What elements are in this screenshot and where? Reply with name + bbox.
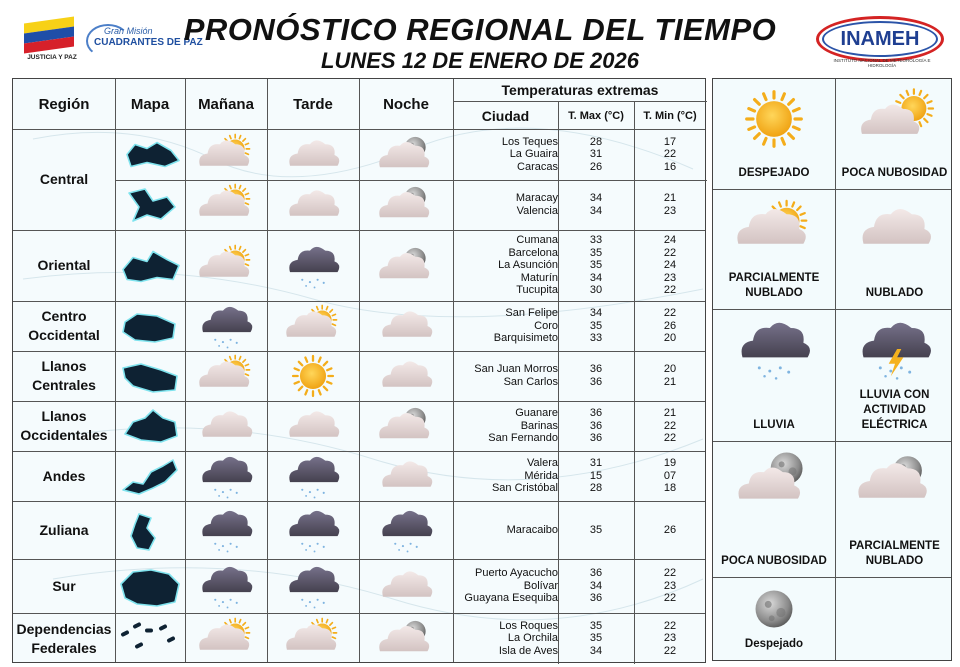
weather-cloudy-icon (282, 132, 344, 183)
city-tmin: 22 (663, 284, 677, 297)
col-night: Noche (383, 96, 429, 113)
logo-mid-line2: CUADRANTES DE PAZ (94, 37, 203, 48)
city-tmax: 34 (589, 307, 603, 320)
logo-mid-line1: Gran Misión (104, 26, 153, 36)
city-tmin: 22 (663, 567, 677, 580)
weather-nightpartly-icon (375, 243, 437, 294)
city-tmax: 34 (589, 579, 603, 592)
weather-rain-icon (282, 453, 344, 504)
city-name: Caracas (517, 160, 558, 173)
city-name: Mérida (524, 469, 558, 482)
col-afternoon: Tarde (293, 96, 333, 113)
city-tmin: 24 (663, 259, 677, 272)
weather-rain-icon (195, 303, 257, 354)
city-tmin: 23 (663, 271, 677, 284)
legend-label: DESPEJADO (738, 167, 810, 179)
city-tmin: 16 (663, 160, 677, 173)
region-map-icon (117, 304, 183, 348)
weather-cloudy-icon (195, 403, 257, 454)
city-tmin: 24 (663, 234, 677, 246)
city-tmax: 34 (589, 205, 603, 217)
city-tmin: 20 (663, 363, 677, 376)
city-name: La Asunción (498, 259, 558, 272)
region-label: Oriental (37, 257, 91, 273)
legend-partly-icon (732, 197, 816, 266)
city-name: Maracaibo (506, 523, 558, 536)
city-name: San Carlos (503, 376, 558, 388)
city-name: San Cristóbal (491, 482, 558, 495)
region-map-icon (117, 616, 183, 661)
city-tmin: 23 (663, 632, 677, 645)
region-label: Llanos Occidentales (20, 408, 108, 443)
legend-item (836, 189, 953, 309)
weather-cloudy-icon (375, 453, 437, 504)
city-name: Bolívar (523, 579, 558, 592)
city-tmax: 36 (589, 419, 603, 432)
weather-partly-icon (195, 353, 257, 404)
legend-panel (712, 78, 952, 661)
city-tmax: 35 (589, 319, 603, 332)
weather-nightpartly-icon (375, 616, 437, 667)
city-tmax: 35 (589, 246, 603, 259)
legend-item (836, 79, 953, 189)
legend-label: NUBLADO (865, 287, 924, 299)
col-morning: Mañana (198, 96, 254, 113)
city-name: Guanare (515, 407, 558, 420)
region-label: Zuliana (39, 521, 89, 538)
city-name: San Fernando (488, 432, 558, 445)
city-name: Los Roques (499, 619, 558, 632)
col-tmin: T. Min (°C) (643, 110, 697, 122)
city-name: Coro (534, 319, 558, 332)
city-tmax: 36 (589, 567, 603, 580)
legend-item (713, 79, 835, 189)
city-name: Maracay (515, 192, 558, 205)
city-tmin: 22 (663, 644, 677, 657)
weather-cloudy-icon (282, 182, 344, 233)
weather-rain-icon (195, 563, 257, 614)
region-map-icon (117, 404, 183, 448)
city-tmax: 35 (589, 619, 603, 632)
city-tmax: 34 (589, 644, 603, 657)
city-tmax: 33 (589, 234, 603, 246)
city-name: Guayana Esequiba (464, 592, 558, 605)
logo-right-sub: INSTITUTO NACIONAL DE METEOROLOGÍA E HIDROLOGÍA (833, 58, 931, 68)
legend-rain-icon (732, 317, 816, 386)
legend-item (836, 441, 953, 577)
logo-left-caption: JUSTICIA Y PAZ (27, 54, 77, 61)
city-tmin: 21 (663, 407, 677, 420)
city-tmin: 22 (663, 432, 677, 445)
city-name: Isla de Aves (498, 644, 558, 657)
city-name: Barquisimeto (493, 332, 558, 345)
legend-item (713, 309, 835, 441)
weather-partly-icon (195, 182, 257, 233)
city-name: Barinas (520, 419, 558, 432)
legend-item (713, 441, 835, 577)
city-tmax: 36 (589, 407, 603, 420)
forecast-table (12, 78, 706, 663)
legend-item (836, 309, 953, 441)
weather-rain-icon (282, 563, 344, 614)
city-name: La Guaira (509, 148, 558, 161)
city-tmin: 21 (663, 376, 677, 388)
page-title: PRONÓSTICO REGIONAL DEL TIEMPO (183, 12, 777, 47)
legend-label: PARCIALMENTE NUBLADO (849, 540, 940, 567)
weather-nightpartly-icon (375, 132, 437, 183)
region-label: Centro Occidental (28, 308, 100, 343)
city-tmax: 33 (589, 332, 603, 345)
page-date: LUNES 12 DE ENERO DE 2026 (321, 48, 639, 73)
city-tmax: 35 (589, 632, 603, 645)
inameh-logo (816, 16, 948, 68)
city-tmax: 26 (589, 160, 603, 173)
weather-partly-icon (195, 132, 257, 183)
city-tmin: 22 (663, 619, 677, 632)
region-label: Llanos Centrales (32, 358, 96, 393)
city-tmax: 36 (589, 376, 603, 388)
city-tmin: 23 (663, 579, 677, 592)
city-tmax: 36 (589, 432, 603, 445)
region-map-icon (117, 454, 183, 498)
legend-label: PARCIALMENTE NUBLADO (728, 272, 820, 299)
city-tmin: 22 (663, 592, 677, 605)
header (0, 0, 960, 78)
legend-storm-icon (853, 317, 937, 386)
weather-rain-icon (195, 453, 257, 504)
city-name: Valera (527, 457, 558, 470)
weather-nightpartly-icon (375, 182, 437, 233)
city-tmin: 20 (663, 332, 677, 345)
region-label: Central (39, 171, 89, 187)
col-map: Mapa (130, 96, 170, 113)
legend-label: POCA NUBOSIDAD (841, 167, 948, 179)
city-tmax: 34 (589, 271, 603, 284)
city-name: Cumana (516, 234, 558, 246)
region-label: Dependencias Federales (16, 620, 112, 656)
region-map-icon (117, 183, 183, 227)
col-temps: Temperaturas extremas (501, 82, 659, 98)
city-tmin: 26 (663, 523, 677, 536)
city-tmax: 35 (589, 259, 603, 272)
legend-cloudy-icon (853, 197, 937, 266)
city-tmax: 31 (589, 457, 603, 470)
legend-sunny-icon (732, 87, 816, 156)
legend-label: POCA NUBOSIDAD (721, 555, 827, 567)
region-label: Sur (52, 577, 76, 594)
weather-partly-icon (195, 243, 257, 294)
weather-partly-icon (195, 616, 257, 667)
weather-partly-icon (282, 303, 344, 354)
legend-moon-icon (741, 583, 807, 640)
weather-partly-icon (282, 616, 344, 667)
region-map-icon (117, 354, 183, 398)
col-tmax: T. Max (°C) (568, 110, 624, 122)
city-name: Los Teques (501, 135, 558, 148)
city-name: Maturín (520, 271, 558, 284)
city-tmin: 17 (663, 135, 677, 148)
city-tmin: 19 (663, 457, 677, 470)
region-label: Andes (42, 467, 86, 484)
weather-cloudy-icon (282, 403, 344, 454)
region-map-icon (117, 132, 183, 177)
weather-nightpartly-icon (375, 403, 437, 454)
city-name: San Juan Morros (474, 363, 558, 376)
region-map-icon (117, 233, 183, 298)
city-tmin: 22 (663, 307, 677, 320)
city-name: La Orchila (507, 632, 558, 645)
city-tmax: 30 (589, 284, 603, 297)
weather-cloudy-icon (375, 353, 437, 404)
city-tmin: 22 (663, 246, 677, 259)
weather-rain-icon (195, 507, 257, 558)
col-region: Región (38, 96, 90, 113)
city-tmin: 07 (663, 469, 677, 482)
city-tmin: 22 (663, 148, 677, 161)
city-tmax: 36 (589, 363, 603, 376)
city-tmin: 18 (663, 482, 677, 495)
city-tmax: 28 (589, 135, 603, 148)
region-map-icon (117, 562, 183, 610)
legend-fewclouds-icon (853, 87, 937, 156)
legend-item (713, 189, 835, 309)
legend-label: LLUVIA CON ACTIVIDAD ELÉCTRICA (859, 389, 930, 431)
logo-right-name: INAMEH (840, 28, 920, 50)
city-name: Valencia (516, 205, 558, 217)
weather-cloudy-icon (375, 563, 437, 614)
city-tmin: 22 (663, 419, 677, 432)
legend-item (713, 577, 835, 662)
city-name: Puerto Ayacucho (475, 567, 558, 580)
city-name: San Felipe (505, 307, 558, 320)
city-tmin: 26 (663, 319, 677, 332)
weather-rain-icon (282, 243, 344, 294)
city-tmax: 35 (589, 523, 603, 536)
legend-nightfew-icon (732, 449, 816, 518)
city-tmin: 23 (663, 205, 677, 217)
city-name: Barcelona (508, 246, 558, 259)
weather-sunny-icon (282, 353, 344, 404)
city-tmax: 28 (589, 482, 603, 495)
col-city: Ciudad (481, 108, 530, 124)
city-tmax: 36 (589, 592, 603, 605)
legend-nightpartly-icon (853, 449, 937, 518)
city-tmin: 21 (663, 192, 677, 205)
legend-label: Despejado (744, 638, 804, 650)
city-name: Tucupita (516, 284, 558, 297)
city-tmax: 15 (589, 469, 603, 482)
weather-rain-icon (375, 507, 437, 558)
region-map-icon (117, 504, 183, 556)
weather-cloudy-icon (375, 303, 437, 354)
city-tmax: 34 (589, 192, 603, 205)
legend-label: LLUVIA (753, 419, 795, 431)
city-tmax: 31 (589, 148, 603, 161)
weather-rain-icon (282, 507, 344, 558)
